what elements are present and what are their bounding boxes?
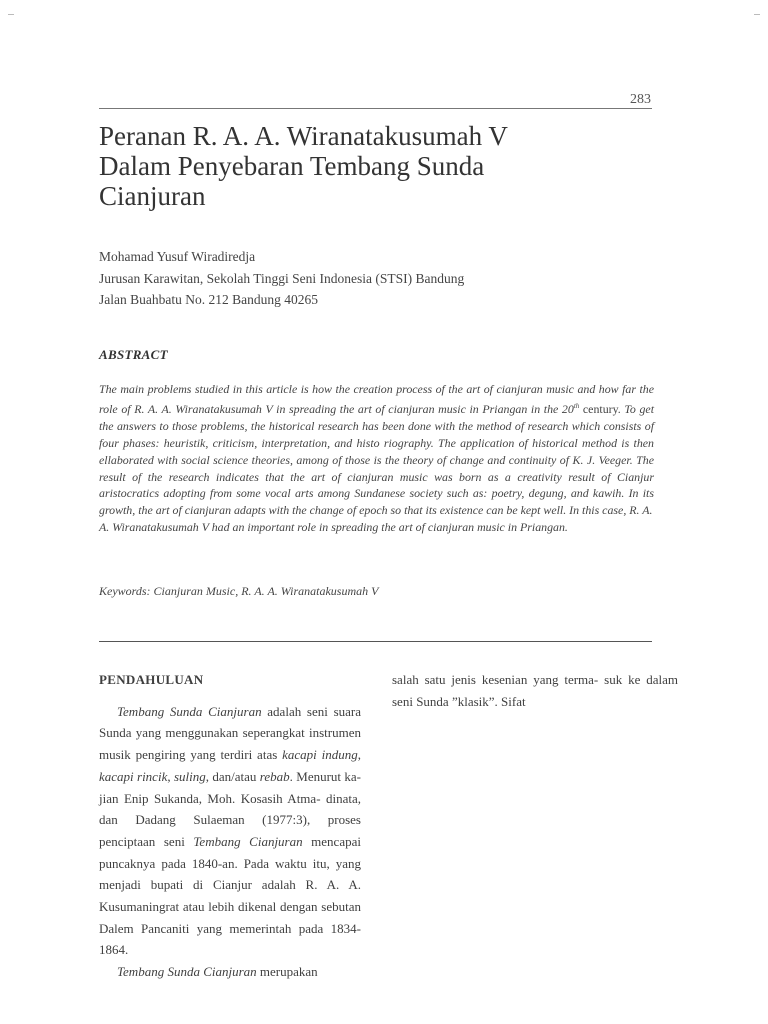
text: merupakan	[256, 964, 318, 980]
text: ,	[167, 768, 174, 784]
article-title	[99, 121, 659, 211]
text: . Menurut ka- jian Enip Sukanda, Moh. Kosasih Atma- dinata, dan Dadang Sulaeman (1977:3), proses penciptaan seni	[99, 768, 361, 849]
corner-mark-right	[754, 14, 760, 15]
term-kacapi-indung: kacapi indung	[282, 747, 358, 763]
abstract-paragraph-2: A. Wiranatakusumah V had an important role in spreading the art of cianjuran music in Priangan.	[99, 520, 568, 535]
intro-paragraph-1	[99, 701, 361, 961]
text: mencapai puncaknya pada 1840-an. Pada waktu itu, yang menjadi bupati di Cianjur adalah R. A. A. Kusumaningrat atau lebih dikenal dengan sebutan Dalem Pancaniti yang memerintah pada 1834-1864.	[99, 833, 361, 958]
term-suling: suling	[173, 768, 206, 784]
title-line-3: Cianjuran	[99, 181, 206, 211]
term-tembang: Tembang Sunda Cianjuran	[117, 964, 257, 980]
page-number: 283	[630, 92, 651, 107]
text: ,	[357, 747, 361, 763]
author-block	[99, 246, 659, 311]
abstract-text: The main problems studied in this article is how the creation process of the art of cianjuran music and how far the role of R. A. A. Wiranatakusumah V in spreading the art of cianjuran music in Priangan in the 20	[99, 382, 654, 416]
superscript-th: th	[573, 401, 580, 410]
section-rule	[99, 641, 652, 642]
author-address: Jalan Buahbatu No. 212 Bandung 40265	[99, 292, 318, 307]
term-rebab: rebab	[259, 768, 290, 784]
keywords: Keywords: Cianjuran Music, R. A. A. Wiranatakusumah V	[99, 584, 379, 598]
intro-paragraph-2	[99, 961, 361, 983]
section-heading: PENDAHULUAN	[99, 672, 204, 687]
text: , dan/atau	[205, 768, 260, 784]
text: adalah seni suara Sunda yang menggunakan seperangkat instrumen musik pengiring yang terdiri atas	[99, 703, 361, 763]
abstract-text-upright: century.	[579, 401, 625, 416]
title-line-1: Peranan R. A. A. Wiranatakusumah V	[99, 121, 508, 151]
abstract-paragraph-1	[99, 381, 654, 519]
abstract-body	[99, 381, 654, 536]
header-rule	[99, 108, 652, 109]
left-column	[99, 669, 361, 983]
term-kacapi-rincik: kacapi rincik	[99, 768, 168, 784]
abstract-text: To get the answers to those problems, the historical research has been done with the method of research which consists of four phases: heuristik, criticism, interpretation, and histo riography. The application of historical method is then ellaborated with social science theories, among of those is the theory of change and continuity of K. J. Veeger. The result of the research indicates that the art of cianjuran music was born as a creativity result of Cianjur aristocratics adopting from some vocal arts among Sundanese society such as: poetry, degung, and kawih. In its growth, the art of cianjuran adapts with the change of epoch so that its existence can be kept well. In this case, R. A.	[99, 401, 655, 518]
corner-mark-left	[8, 14, 14, 15]
right-column-paragraph: salah satu jenis kesenian yang terma- suk ke dalam seni Sunda ”klasik”. Sifat	[392, 672, 678, 709]
term-tembang-cianjuran: Tembang Cianjuran	[193, 833, 303, 849]
title-line-2: Dalam Penyebaran Tembang Sunda	[99, 151, 485, 181]
author-institution: Jurusan Karawitan, Sekolah Tinggi Seni Indonesia (STSI) Bandung	[99, 270, 465, 286]
abstract-heading: ABSTRACT	[99, 347, 168, 362]
author-name: Mohamad Yusuf Wiradiredja	[99, 249, 256, 264]
right-column	[392, 669, 678, 712]
term-tembang: Tembang Sunda Cianjuran	[117, 703, 262, 719]
